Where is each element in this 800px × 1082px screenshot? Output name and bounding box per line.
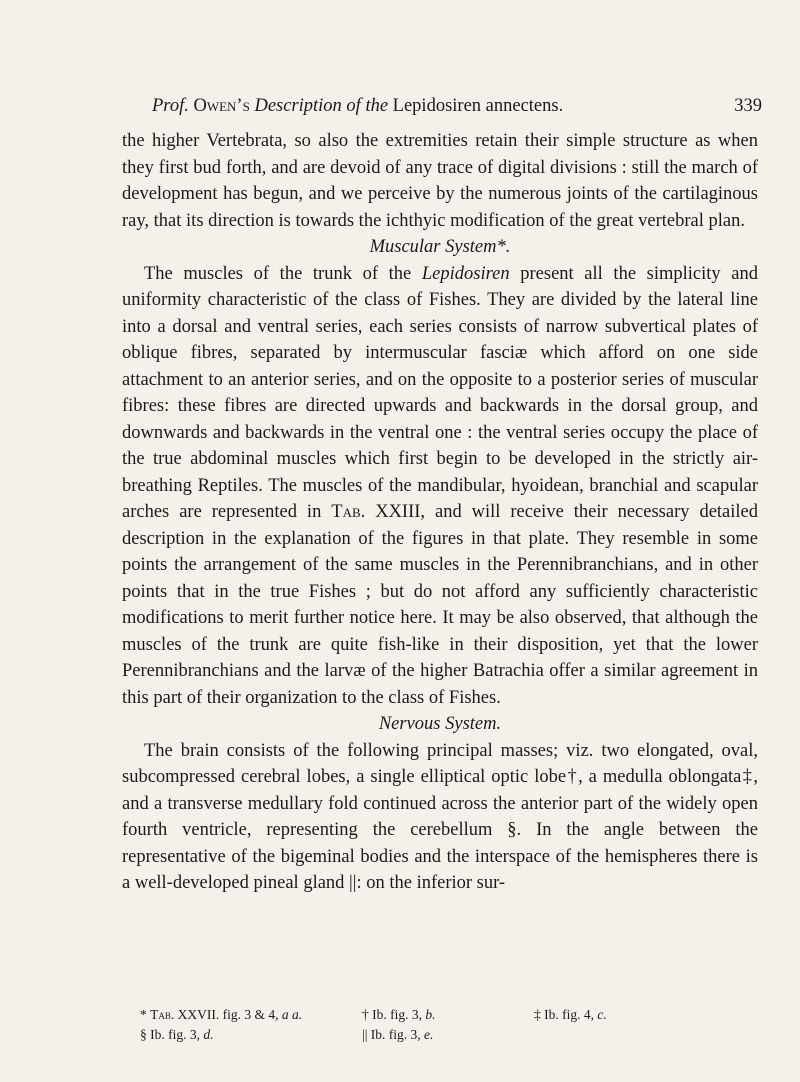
paragraph-1: the higher Vertebrata, so also the extremities retain their simple structure as when they first bud forth, and are devoid of any trace of digital divisions : still the march of development has begun, and we perceive by the numerous joints of the cartilaginous ray, that its direction is towards the ichthyic modification of the great vertebral plan. bbox=[122, 131, 758, 231]
p2-part-c: and will receive their necessary detailed description in the explanation of the figures in that plate. They resemble in some points the arrangement of the same muscles in the Perennibranchians, and in other points that in the true Fishes ; but do not afford any sufficiently characteristic modifications to merit further notice here. It may be also observed, that although the muscles of the trunk are quite fish-like in their disposition, yet that the lower Perennibranchians and the larvæ of the higher Batrachia offer a similar agreement in this part of their organization to the class of Fishes. bbox=[122, 502, 758, 708]
footnote-2: † Ib. fig. 3, b. bbox=[362, 1007, 436, 1022]
heading-muscular-system: Muscular System*. bbox=[369, 237, 511, 257]
paragraph-2 bbox=[122, 261, 758, 712]
footnote-1: * Tab. XXVII. fig. 3 & 4, a a. bbox=[140, 1007, 303, 1022]
footnote-3: ‡ Ib. fig. 4, c. bbox=[534, 1007, 607, 1022]
description-text: Description of the bbox=[254, 96, 389, 116]
running-header bbox=[120, 96, 762, 122]
footnotes bbox=[140, 1005, 780, 1045]
running-title bbox=[152, 96, 563, 117]
paragraph-3: The brain consists of the following principal masses; viz. two elongated, oval, subcompressed cerebral lobes, a single elliptical optic lobe†, a medulla oblongata‡, and a transverse medullary fold continued across the anterior part of the widely open fourth ventricle, representing the cerebellum §. In the angle between the representative of the bigeminal bodies and the interspace of the hemispheres there is a well-developed pineal gland ||: on the inferior sur- bbox=[122, 740, 758, 893]
subject-text: Lepidosiren annectens. bbox=[388, 96, 564, 116]
footnote-4: § Ib. fig. 3, d. bbox=[140, 1027, 214, 1042]
author-prefix: Prof. bbox=[152, 96, 189, 116]
p2-part-a: The muscles of the trunk of the bbox=[144, 263, 422, 284]
body-text bbox=[122, 128, 758, 897]
p2-genus: Lepidosiren bbox=[421, 263, 510, 284]
heading-nervous-system: Nervous System. bbox=[378, 714, 502, 734]
p2-tab-ref: Tab. XXIII, bbox=[331, 502, 426, 522]
p2-part-b: present all the simplicity and uniformity characteristic of the class of Fishes. They are divided by the lateral line into a dorsal and ventral series, each series consists of narrow subvertical plates of oblique fibres, separated by intermuscular fasciæ which afford on one side attachment to an anterior series, and on the opposite to a posterior series of muscular fibres: these fibres are directed upwards and backwards in the dorsal group, and downwards and backwards in the ventral one : the ventral series occupy the place of the true abdominal muscles which first begin to be developed in the strictly air-breathing Reptiles. The muscles of the mandibular, hyoidean, branchial and scapular arches are represented in bbox=[122, 263, 759, 522]
author-name: Owen’s bbox=[188, 96, 255, 116]
footnote-5: || Ib. fig. 3, e. bbox=[362, 1027, 434, 1042]
page-number: 339 bbox=[734, 96, 762, 116]
